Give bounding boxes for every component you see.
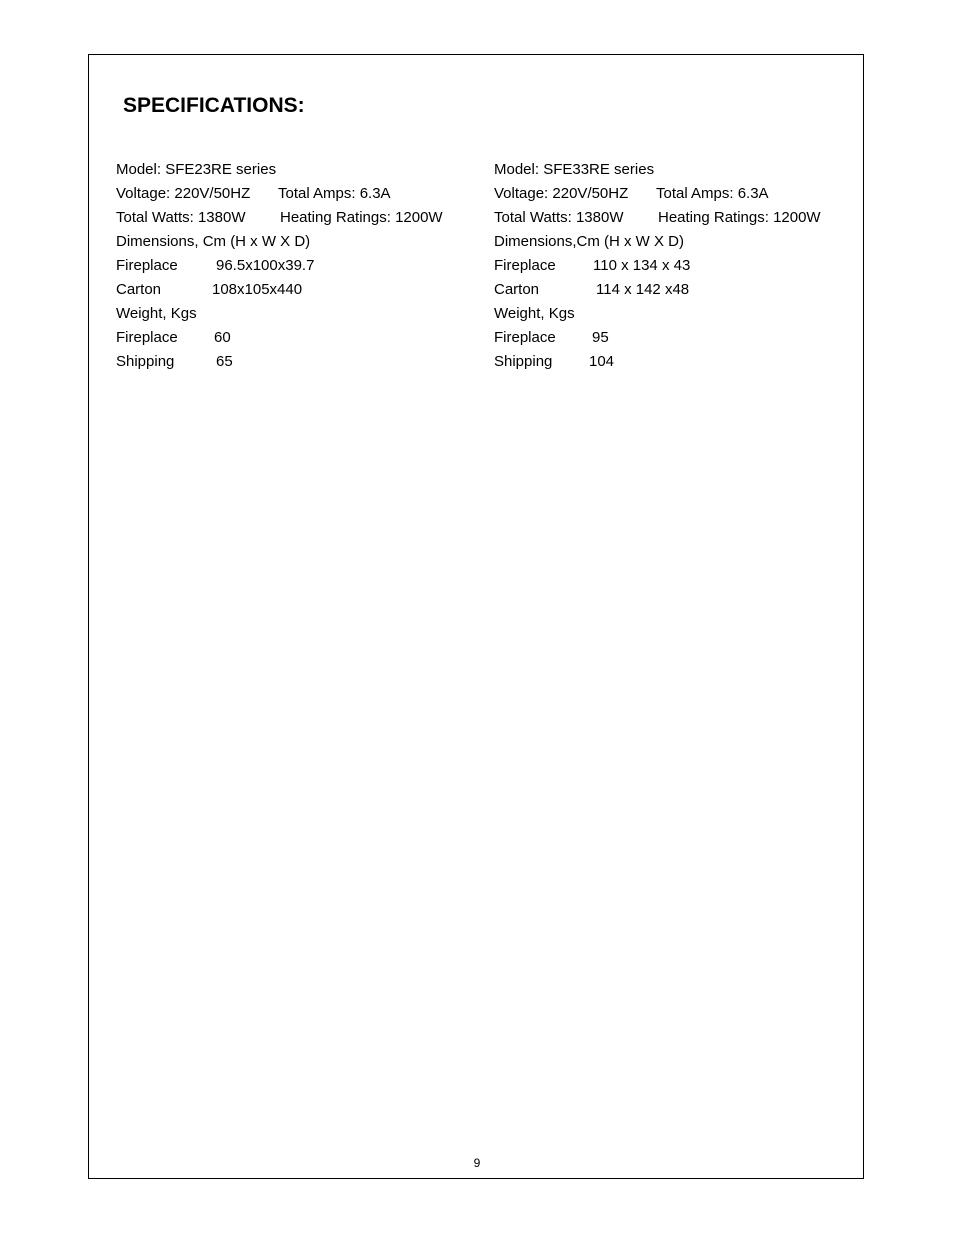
voltage-text: Voltage: 220V/50HZ bbox=[494, 185, 629, 202]
fireplace-weight-label: Fireplace bbox=[116, 329, 178, 346]
shipping-weight-value: 65 bbox=[216, 353, 233, 370]
spec-weight-heading bbox=[116, 302, 476, 326]
spec-carton-dims bbox=[494, 278, 854, 302]
model-text: Model: SFE23RE series bbox=[116, 161, 277, 178]
amps-text: Total Amps: 6.3A bbox=[278, 185, 391, 202]
fireplace-label: Fireplace bbox=[494, 257, 556, 274]
spec-shipping-weight bbox=[494, 350, 854, 374]
spec-electrical bbox=[494, 182, 854, 206]
fireplace-weight-value: 60 bbox=[214, 329, 231, 346]
watts-text: Total Watts: 1380W bbox=[116, 209, 246, 226]
shipping-weight-value: 104 bbox=[589, 353, 615, 370]
fireplace-weight-value: 95 bbox=[592, 329, 609, 346]
spec-weight-heading bbox=[494, 302, 854, 326]
spec-fireplace-weight bbox=[116, 326, 476, 350]
weight-label: Weight, Kgs bbox=[116, 305, 197, 322]
spec-shipping-weight bbox=[116, 350, 476, 374]
dimensions-label: Dimensions,Cm (H x W X D) bbox=[494, 233, 685, 250]
spec-carton-dims bbox=[116, 278, 476, 302]
shipping-label: Shipping bbox=[116, 353, 175, 370]
spec-power bbox=[494, 206, 854, 230]
heating-text: Heating Ratings: 1200W bbox=[658, 209, 821, 226]
page-number: 9 bbox=[473, 1156, 481, 1170]
spec-fireplace-weight bbox=[494, 326, 854, 350]
spec-model bbox=[494, 158, 854, 182]
page-title: SPECIFICATIONS: bbox=[123, 94, 305, 117]
shipping-label: Shipping bbox=[494, 353, 553, 370]
spec-dimensions-heading bbox=[494, 230, 854, 254]
heating-text: Heating Ratings: 1200W bbox=[280, 209, 443, 226]
carton-dims-value: 108x105x440 bbox=[212, 281, 303, 298]
spec-column-sfe23re bbox=[116, 158, 476, 374]
carton-label: Carton bbox=[494, 281, 540, 298]
voltage-text: Voltage: 220V/50HZ bbox=[116, 185, 251, 202]
carton-label: Carton bbox=[116, 281, 162, 298]
weight-label: Weight, Kgs bbox=[494, 305, 575, 322]
fireplace-label: Fireplace bbox=[116, 257, 178, 274]
watts-text: Total Watts: 1380W bbox=[494, 209, 624, 226]
model-text: Model: SFE33RE series bbox=[494, 161, 655, 178]
spec-model bbox=[116, 158, 476, 182]
spec-fireplace-dims bbox=[116, 254, 476, 278]
fireplace-dims-value: 96.5x100x39.7 bbox=[216, 257, 315, 274]
spec-dimensions-heading bbox=[116, 230, 476, 254]
amps-text: Total Amps: 6.3A bbox=[656, 185, 769, 202]
carton-dims-value: 114 x 142 x48 bbox=[596, 281, 690, 298]
spec-electrical bbox=[116, 182, 476, 206]
spec-power bbox=[116, 206, 476, 230]
spec-column-sfe33re bbox=[494, 158, 854, 374]
dimensions-label: Dimensions, Cm (H x W X D) bbox=[116, 233, 311, 250]
spec-fireplace-dims bbox=[494, 254, 854, 278]
fireplace-dims-value: 110 x 134 x 43 bbox=[593, 257, 691, 274]
fireplace-weight-label: Fireplace bbox=[494, 329, 556, 346]
